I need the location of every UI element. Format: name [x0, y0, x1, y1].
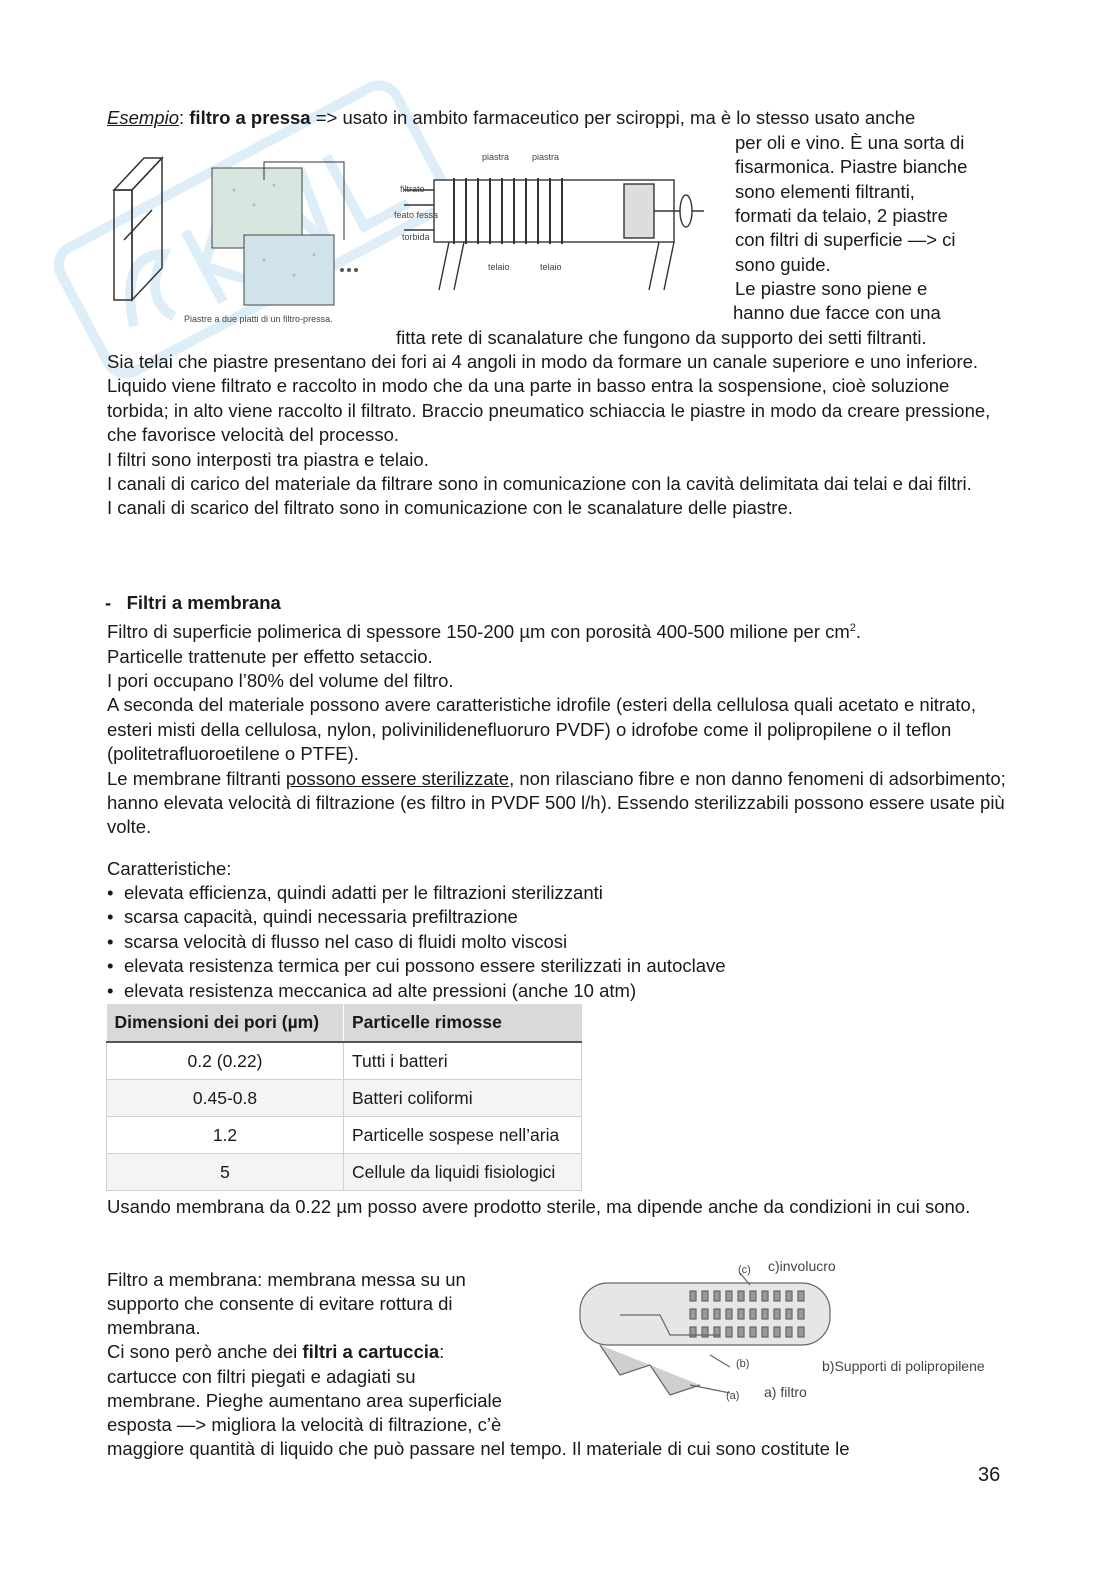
press-paragraph: I canali di carico del materiale da filtrare sono in comunicazione con la cavità delimitata dai telai e dai filtri. [107, 473, 972, 495]
table-cell: Batteri coliformi [344, 1080, 582, 1117]
page-number: 36 [978, 1464, 1001, 1486]
list-item-text: elevata resistenza meccanica ad alte pressioni (anche 10 atm) [124, 979, 637, 1001]
table-cell: 0.2 (0.22) [107, 1042, 344, 1080]
membrane-body [107, 616, 1007, 840]
press-wrap-line: Le piastre sono piene e [735, 278, 928, 299]
table-header: Particelle rimosse [344, 1004, 582, 1042]
press-figure-caption: Piastre a due piatti di un filtro-pressa. [184, 314, 333, 324]
characteristics-list [107, 881, 726, 1003]
membrane-paragraph: A seconda del materiale possono avere caratteristiche idrofile (esteri della cellulosa quali acetato e nitrato, esteri misti della cellulosa, nylon, polivinilidenefluoruro PVDF) o idrofobe come il polipropilene o il teflon (politetrafluoroetilene o PTFE). [107, 694, 976, 765]
sterilization-pre: Le membrane filtranti [107, 767, 286, 789]
cartridge-term: filtri a cartuccia [302, 1341, 440, 1362]
cartridge-label-c: c)involucro [768, 1258, 836, 1274]
section-dash: - [105, 592, 112, 613]
membrane-line-1-text: Filtro di superficie polimerica di spessore 150-200 µm con porosità 400-500 milione per cm [107, 621, 850, 643]
bullet: • [107, 906, 114, 928]
table-cell: 0.45-0.8 [107, 1080, 344, 1117]
superscript: 2 [849, 622, 856, 634]
list-item-text: elevata resistenza termica per cui possono essere sterilizzati in autoclave [124, 955, 726, 977]
table-header-row [107, 1004, 582, 1042]
membrane-paragraph: I pori occupano l’80% del volume del filtro. [107, 669, 454, 691]
cartridge-letter-a: (a) [726, 1390, 740, 1402]
press-label-torbida: torbida [402, 232, 430, 242]
table-cell: Cellule da liquidi fisiologici [344, 1154, 582, 1191]
press-paragraph: Sia telai che piastre presentano dei fori ai 4 angoli in modo da formare un canale superiore e uno inferiore. Liquido viene filtrato e raccolto in modo che da una parte in basso entra la sospensione, cioè soluzione torbida; in alto viene raccolto il filtrato. Braccio pneumatico schiaccia le piastre in modo da creare pressione, che favorisce velocità del processo. [107, 351, 991, 446]
list-item [107, 930, 726, 954]
sterilization-paragraph [107, 767, 1007, 840]
press-wrap-line: sono elementi filtranti, [735, 181, 915, 202]
table-row [107, 1080, 582, 1117]
press-label-filtrato: filtrato [400, 184, 425, 194]
membrane-title: Filtri a membrana [126, 592, 281, 613]
bullet: • [107, 882, 114, 903]
filter-press-figure [104, 150, 724, 330]
press-label-telaio-1: telaio [488, 262, 510, 272]
press-wrap-line: hanno due facce con una [733, 302, 941, 323]
press-paragraph: I canali di scarico del filtrato sono in comunicazione con le scanalature delle piastre. [107, 497, 793, 519]
cartridge-line: supporto che consente di evitare rottura di [107, 1293, 453, 1314]
cartridge-line-bold [107, 1340, 444, 1364]
cartridge-last-line: maggiore quantità di liquido che può passare nel tempo. Il materiale di cui sono costitute le [107, 1438, 850, 1459]
bullet: • [107, 930, 114, 952]
example-colon: : [178, 107, 190, 128]
table-cell: Tutti i batteri [344, 1042, 582, 1080]
cartridge-label-a: a) filtro [764, 1384, 807, 1400]
pore-size-table [106, 1004, 582, 1191]
press-description [107, 350, 1007, 521]
cartridge-letter-c: (c) [738, 1264, 751, 1276]
table-row [107, 1042, 582, 1080]
press-label-telaio-2: telaio [540, 262, 562, 272]
characteristics-heading: Caratteristiche: [107, 858, 232, 879]
press-label-piastra-2: piastra [532, 152, 560, 162]
bullet: • [107, 955, 114, 977]
cartridge-line-4-pre: Ci sono però anche dei [107, 1341, 303, 1362]
table-row [107, 1117, 582, 1154]
membrane-line-1 [107, 616, 1007, 645]
cartridge-figure [560, 1255, 1010, 1410]
cartridge-label-b: b)Supporti di polipropilene [822, 1358, 985, 1374]
press-label-feato: feato fessa [394, 210, 439, 220]
sterilization-post: , non rilasciano fibre e non danno fenomeni di adsorbimento; hanno elevata velocità di filtrazione (es filtro in PVDF 500 l/h). Essendo sterilizzabili possono essere usate più volte. [107, 767, 1006, 838]
table-row [107, 1154, 582, 1191]
list-item [107, 881, 726, 905]
list-item [107, 979, 726, 1003]
press-wrap-line: con filtri di superficie —> ci [735, 229, 956, 250]
cartridge-line-4-post: : [439, 1341, 445, 1362]
after-table-paragraph: Usando membrana da 0.22 µm posso avere prodotto sterile, ma dipende anche da condizioni in cui sono. [107, 1196, 971, 1217]
list-item [107, 905, 726, 929]
list-item [107, 954, 726, 978]
table-header: Dimensioni dei pori (µm) [107, 1004, 344, 1042]
list-item-text: scarsa velocità di flusso nel caso di fluidi molto viscosi [124, 930, 568, 952]
table-cell: 5 [107, 1154, 344, 1191]
example-label: Esempio [107, 107, 179, 128]
membrane-line-1-end: . [855, 621, 862, 643]
bullet: • [107, 979, 114, 1001]
press-paragraph: I filtri sono interposti tra piastra e telaio. [107, 448, 429, 470]
cartridge-line: membrana. [107, 1317, 201, 1338]
membrane-paragraph: Particelle trattenute per effetto setaccio. [107, 645, 433, 667]
press-wrap-line: formati da telaio, 2 piastre [735, 205, 948, 226]
list-item-text: scarsa capacità, quindi necessaria prefiltrazione [124, 906, 518, 928]
table-cell: 1.2 [107, 1117, 344, 1154]
press-wrap-line: fisarmonica. Piastre bianche [735, 156, 968, 177]
press-wrap-line: per oli e vino. È una sorta di [735, 132, 965, 153]
list-item-text: elevata efficienza, quindi adatti per le filtrazioni sterilizzanti [124, 882, 603, 903]
cartridge-letter-b: (b) [736, 1358, 750, 1370]
press-continue-line: fitta rete di scanalature che fungono da supporto dei setti filtranti. [396, 327, 927, 348]
table-cell: Particelle sospese nell’aria [344, 1117, 582, 1154]
cartridge-line: membrane. Pieghe aumentano area superficiale [107, 1390, 502, 1411]
press-wrap-line: sono guide. [735, 254, 831, 275]
cartridge-line: cartucce con filtri piegati e adagiati su [107, 1366, 416, 1387]
example-rest: => usato in ambito farmaceutico per sciroppi, ma è lo stesso usato anche [310, 107, 916, 128]
sterilization-underlined: possono essere sterilizzate [285, 767, 510, 789]
cartridge-line: esposta —> migliora la velocità di filtrazione, c’è [107, 1414, 502, 1435]
example-term: filtro a pressa [189, 107, 311, 128]
cartridge-line: Filtro a membrana: membrana messa su un [107, 1269, 466, 1290]
example-line [107, 106, 915, 130]
press-label-piastra-1: piastra [482, 152, 510, 162]
membrane-heading [105, 591, 281, 615]
